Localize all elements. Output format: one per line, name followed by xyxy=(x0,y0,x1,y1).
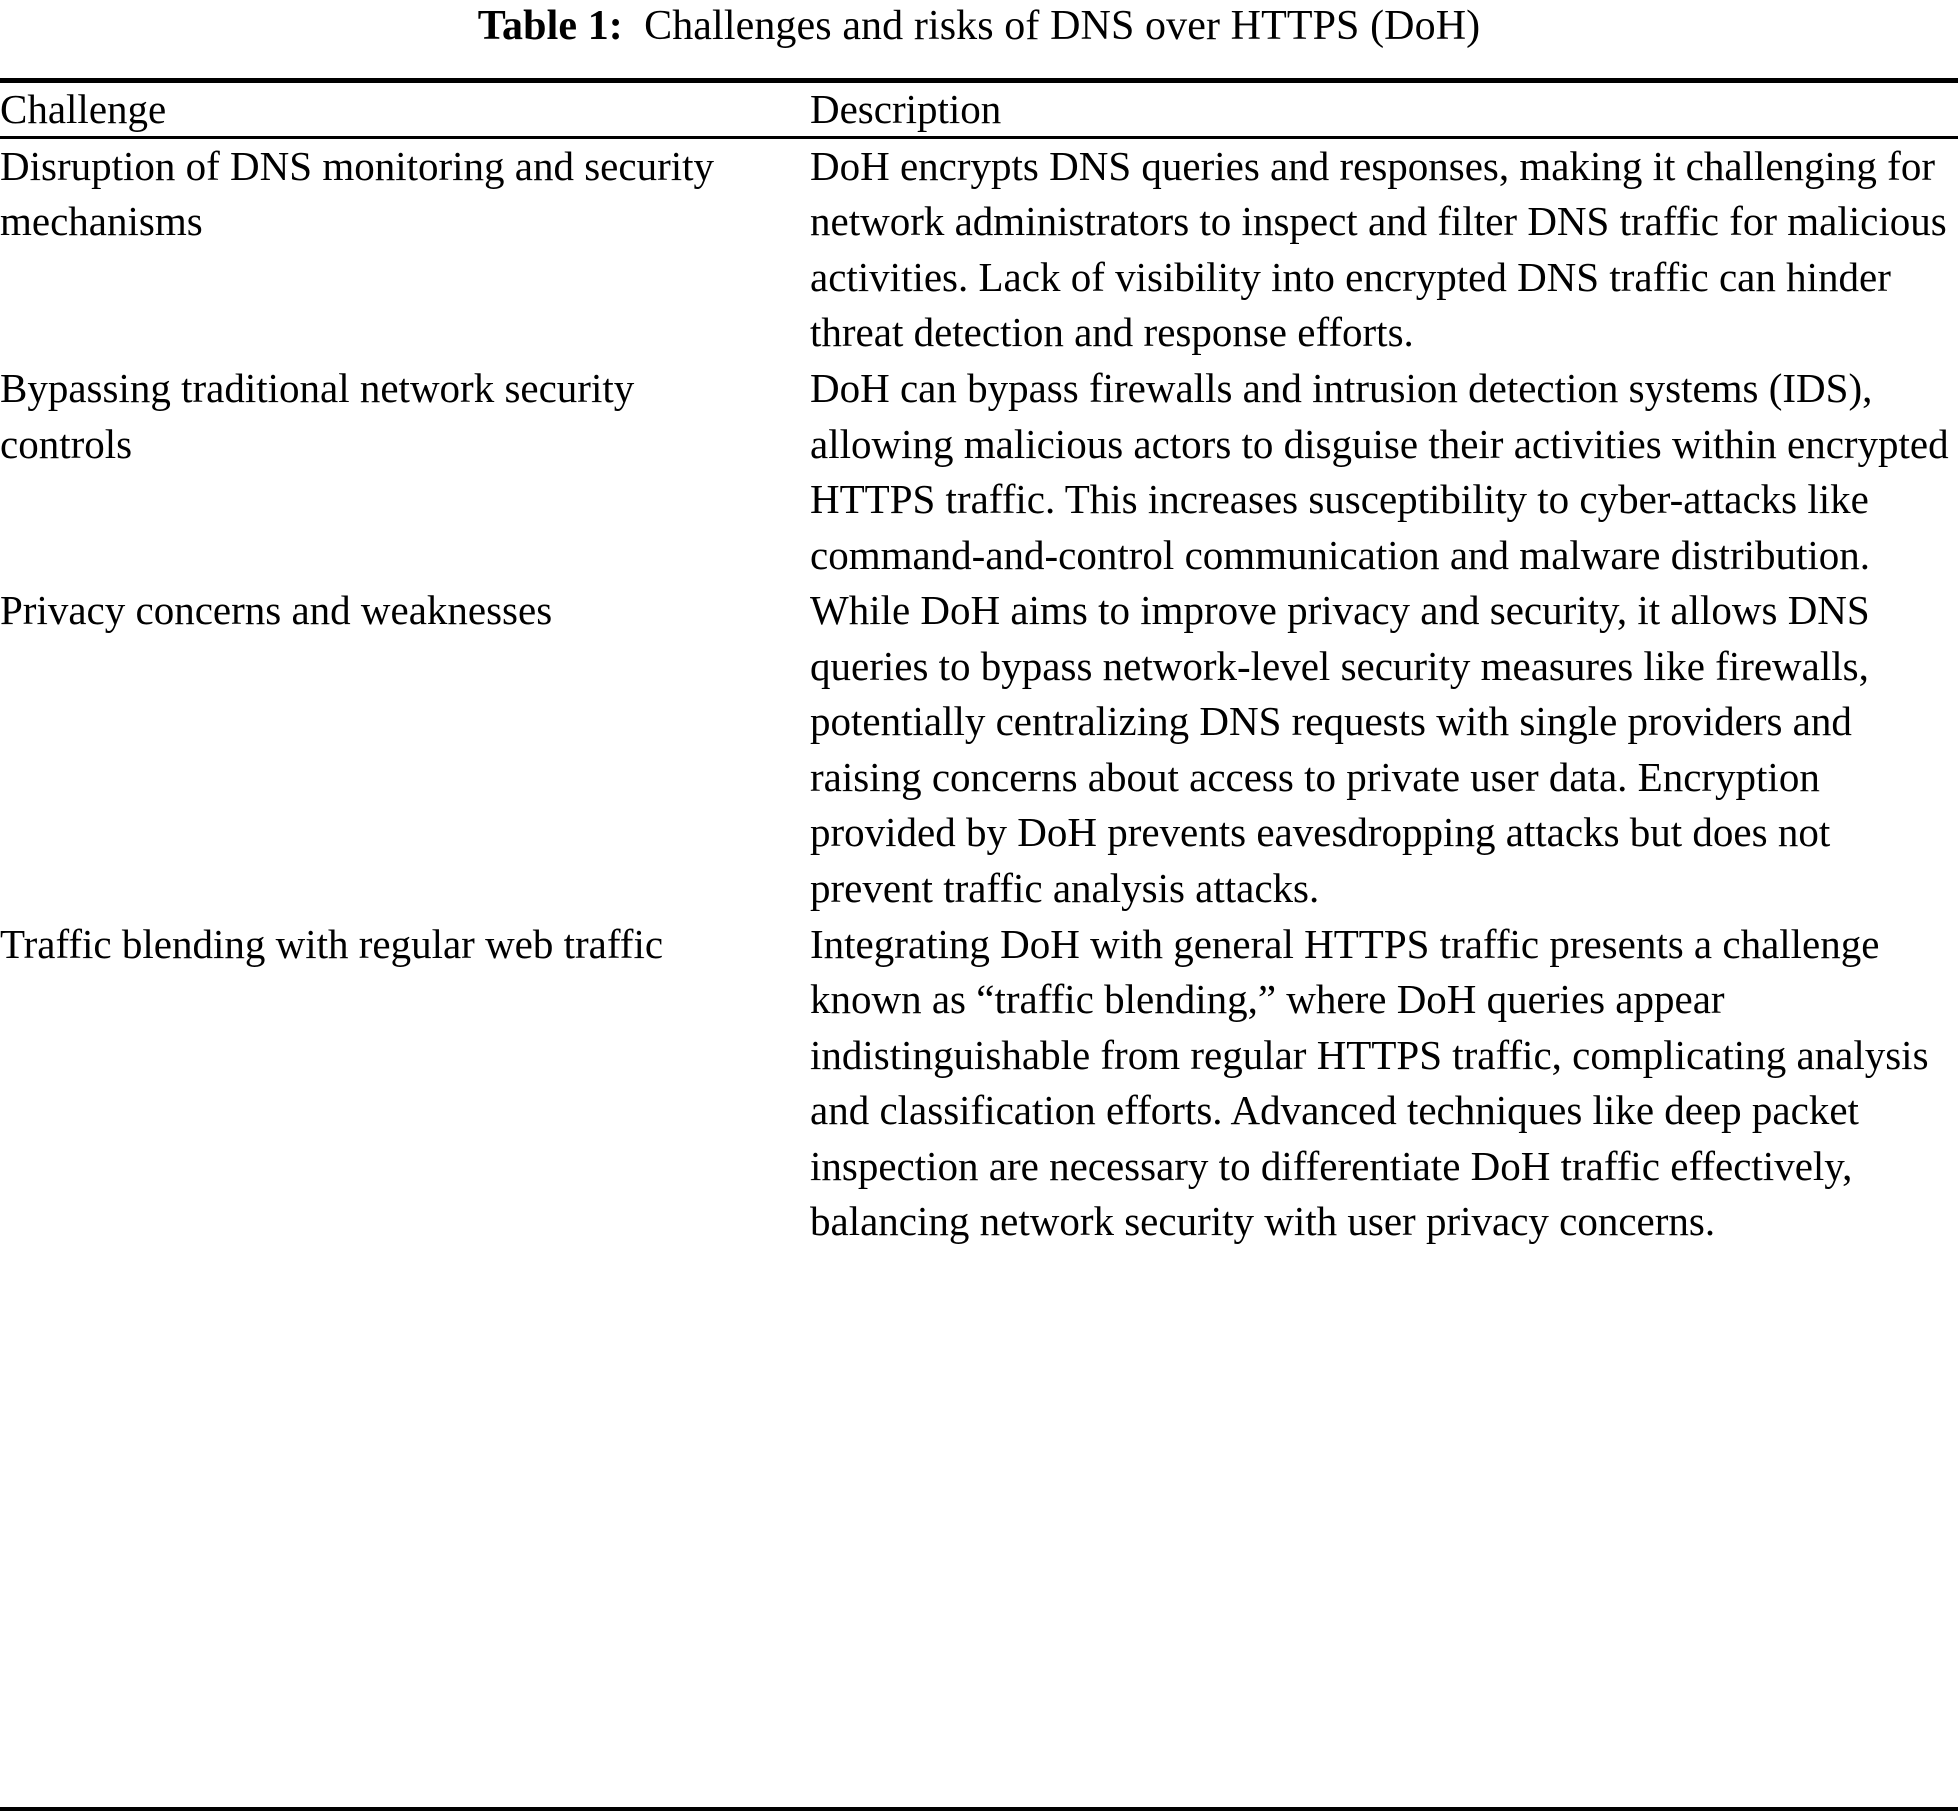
cell-challenge: Privacy concerns and weaknesses xyxy=(0,587,553,634)
cell-description: DoH encrypts DNS queries and responses, making it challenging for network administrators to inspect and filter DNS traffic for malicious activities. Lack of visibility into encrypted DNS traffic can hinder threat detection and response efforts. xyxy=(810,142,1947,356)
table-caption-text: Challenges and risks of DNS over HTTPS (DoH) xyxy=(644,3,1481,49)
cell-description: Integrating DoH with general HTTPS traffic presents a challenge known as “traffic blending,” where DoH queries appear indistinguishable from regular HTTPS traffic, complicating analysis and classification efforts. Advanced techniques like deep packet inspection are necessary to differentiate DoH traffic effectively, balancing network security with user privacy concerns. xyxy=(810,920,1929,1245)
column-header-description: Description xyxy=(810,85,1002,132)
challenges-risks-table xyxy=(0,83,1958,136)
cell-challenge: Traffic blending with regular web traffic xyxy=(0,920,664,967)
table-caption xyxy=(0,0,1958,52)
table-row xyxy=(0,139,1958,361)
column-header-challenge: Challenge xyxy=(0,85,167,132)
cell-challenge: Disruption of DNS monitoring and security mechanisms xyxy=(0,142,715,245)
cell-description: DoH can bypass firewalls and intrusion detection systems (IDS), allowing malicious actors to disguise their activities within encrypted HTTPS traffic. This increases susceptibility to cyber-attacks like command-and-control communication and malware distribution. xyxy=(810,365,1949,578)
challenges-risks-table-body xyxy=(0,139,1958,1250)
table-caption-label: Table 1: xyxy=(477,3,623,49)
cell-description: While DoH aims to improve privacy and security, it allows DNS queries to bypass network-level security measures like firewalls, potentially centralizing DNS requests with single providers and raising concerns about access to private user data. Encryption provided by DoH prevents eavesdropping attacks but does not prevent traffic analysis attacks. xyxy=(810,587,1870,911)
table-bottom-rule xyxy=(0,1807,1958,1811)
table-row xyxy=(0,917,1958,1250)
cell-challenge: Bypassing traditional network security controls xyxy=(0,365,635,467)
table-row xyxy=(0,361,1958,583)
table-row xyxy=(0,583,1958,916)
table-header-row xyxy=(0,83,1958,136)
